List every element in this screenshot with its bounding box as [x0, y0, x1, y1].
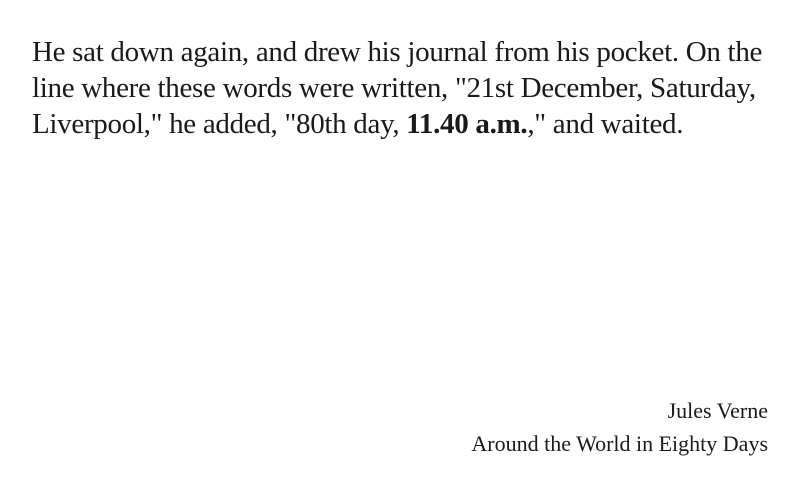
quote-text-part-2: ," and waited. [527, 108, 684, 140]
quote-time-bold: 11.40 a.m. [406, 108, 528, 140]
quote-text [32, 34, 772, 142]
book-title: Around the World in Eighty Days [471, 431, 768, 456]
attribution [471, 394, 768, 460]
quote-text-part-1: He sat down again, and drew his journal from his pocket. On the line where these words were written, "21st December, Saturday, Liverpool," he added, "80th day, [32, 36, 763, 140]
author-name: Jules Verne [667, 398, 768, 423]
